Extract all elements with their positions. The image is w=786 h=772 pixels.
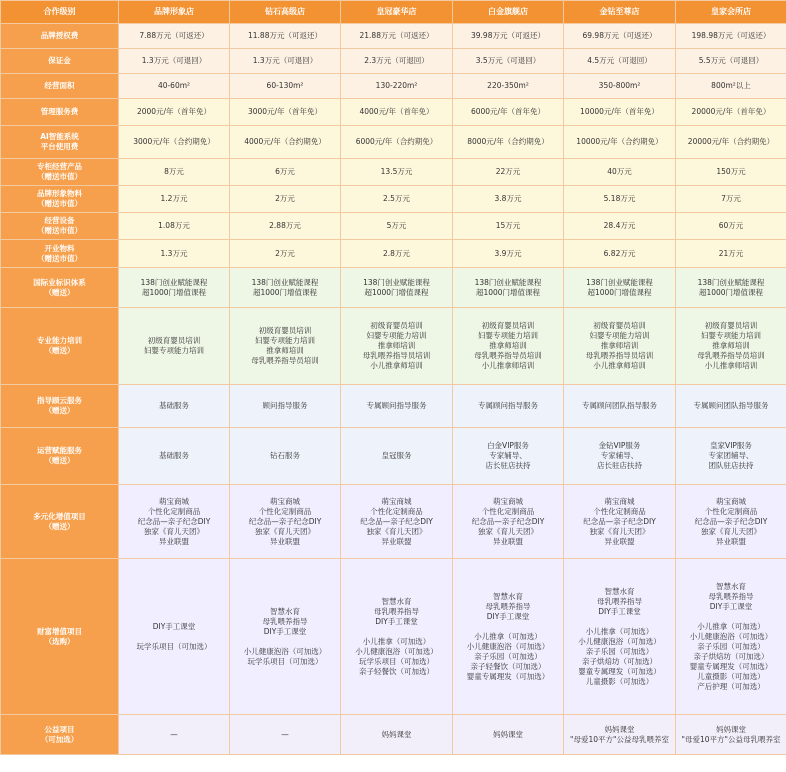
table-row <box>1 213 786 240</box>
table-cell: 萌宝商城 个性化定制商品 纪念品—亲子纪念DIY 独家《育儿天团》 异业联盟 <box>119 485 230 559</box>
table-cell: 138门创业赋能课程 超1000门增值课程 <box>453 268 564 308</box>
table-cell: 21.88万元（可返还） <box>341 24 453 49</box>
table-cell: 60万元 <box>676 213 786 240</box>
table-cell: 2.88万元 <box>230 213 341 240</box>
table-cell: 28.4万元 <box>564 213 676 240</box>
table-body <box>1 24 786 755</box>
row-label: 多元化增值项目 （赠送） <box>1 485 119 559</box>
table-cell: 22万元 <box>453 159 564 186</box>
table-cell: 5.5万元（可退回） <box>676 49 786 74</box>
table-cell: 2.8万元 <box>341 240 453 268</box>
table-cell: — <box>119 715 230 755</box>
table-cell: 专属顾问团队指导服务 <box>564 385 676 428</box>
table-cell: 20000元/年（首年免） <box>676 99 786 126</box>
table-cell: 初级育婴员培训 妇婴专项能力培训 推拿师培训 母乳喂养指导员培训 <box>230 308 341 385</box>
table-cell: 智慧水育 母乳喂养指导 DIY手工课堂 小儿推拿（可加选） 小儿健康泡浴（可加选） 亲子乐园（可加选） 亲子烘焙坊（可加选） 婴童专属理发（可加选） 儿童摄影（可加选） 产后护理（可加选） <box>676 559 786 715</box>
table-cell: DIY手工课堂 玩学乐项目（可加选） <box>119 559 230 715</box>
table-cell: 1.3万元 <box>119 240 230 268</box>
table-cell: 3000元/年（首年免） <box>230 99 341 126</box>
table-cell: 69.98万元（可返还） <box>564 24 676 49</box>
table-cell: 基础服务 <box>119 385 230 428</box>
row-label: 国际业标识体系 （赠送） <box>1 268 119 308</box>
row-label: 品牌授权费 <box>1 24 119 49</box>
table-cell: 6000元/年（首年免） <box>453 99 564 126</box>
table-row <box>1 74 786 99</box>
table-cell: 基础服务 <box>119 428 230 485</box>
table-row <box>1 385 786 428</box>
table-cell: 4000元/年（首年免） <box>341 99 453 126</box>
table-cell: 3.9万元 <box>453 240 564 268</box>
table-row <box>1 428 786 485</box>
table-cell: 138门创业赋能课程 超1000门增值课程 <box>564 268 676 308</box>
table-cell: 妈妈课堂 "母爱10平方"公益母乳喂养室 <box>676 715 786 755</box>
table-cell: 2万元 <box>230 186 341 213</box>
table-cell: 1.2万元 <box>119 186 230 213</box>
row-label: 指导顾云服务 （赠送） <box>1 385 119 428</box>
table-cell: 138门创业赋能课程 超1000门增值课程 <box>119 268 230 308</box>
table-cell: 萌宝商城 个性化定制商品 纪念品—亲子纪念DIY 独家《育儿天团》 异业联盟 <box>564 485 676 559</box>
header-cell-tier-6: 皇家会所店 <box>676 1 786 24</box>
table-cell: 8万元 <box>119 159 230 186</box>
table-cell: 40万元 <box>564 159 676 186</box>
table-cell: 顾问指导服务 <box>230 385 341 428</box>
table-row <box>1 485 786 559</box>
table-cell: 1.3万元（可退回） <box>230 49 341 74</box>
table-cell: 白金VIP服务 专家辅导、 店长驻店扶持 <box>453 428 564 485</box>
header-cell-tier-5: 金钻至尊店 <box>564 1 676 24</box>
table-cell: 5.18万元 <box>564 186 676 213</box>
table-cell: 初级育婴员培训 妇婴专项能力培训 推拿师培训 母乳喂养指导员培训 小儿推拿师培训 <box>453 308 564 385</box>
row-label: 运营赋能服务 （赠送） <box>1 428 119 485</box>
table-cell: 8000元/年（合约期免） <box>453 126 564 159</box>
table-row <box>1 126 786 159</box>
table-cell: 4.5万元（可退回） <box>564 49 676 74</box>
table-cell: 60-130m² <box>230 74 341 99</box>
table-cell: 智慧水育 母乳喂养指导 DIY手工课堂 小儿推拿（可加选） 小儿健康泡浴（可加选） 亲子乐园（可加选） 亲子烘焙坊（可加选） 婴童专属理发（可加选） 儿童摄影（可加选） <box>564 559 676 715</box>
table-cell: 2.5万元 <box>341 186 453 213</box>
row-label: 专柜经营产品 （赠送市值） <box>1 159 119 186</box>
table-row <box>1 240 786 268</box>
table-cell: 4000元/年（合约期免） <box>230 126 341 159</box>
table-cell: 智慧水育 母乳喂养指导 DIY手工课堂 小儿健康泡浴（可加选） 玩学乐项目（可加选） <box>230 559 341 715</box>
table-cell: 6万元 <box>230 159 341 186</box>
table-cell: 138门创业赋能课程 超1000门增值课程 <box>341 268 453 308</box>
table-cell: 138门创业赋能课程 超1000门增值课程 <box>676 268 786 308</box>
row-label: 经营面积 <box>1 74 119 99</box>
row-label: 公益项目 （可加选） <box>1 715 119 755</box>
table-cell: 5万元 <box>341 213 453 240</box>
table-cell: 138门创业赋能课程 超1000门增值课程 <box>230 268 341 308</box>
table-row <box>1 268 786 308</box>
table-cell: 11.88万元（可返还） <box>230 24 341 49</box>
table-cell: 7万元 <box>676 186 786 213</box>
table-row <box>1 715 786 755</box>
header-cell-tier-1: 品牌形象店 <box>119 1 230 24</box>
table-cell: 专属顾问团队指导服务 <box>676 385 786 428</box>
table-row <box>1 159 786 186</box>
table-cell: 钻石服务 <box>230 428 341 485</box>
table-row <box>1 24 786 49</box>
table-cell: 40-60m² <box>119 74 230 99</box>
table-row <box>1 49 786 74</box>
table-cell: 2万元 <box>230 240 341 268</box>
table-cell: 15万元 <box>453 213 564 240</box>
table-cell: — <box>230 715 341 755</box>
table-cell: 专属顾问指导服务 <box>453 385 564 428</box>
row-label: 开业物料 （赠送市值） <box>1 240 119 268</box>
table-cell: 妈妈课堂 "母爱10平方"公益母乳喂养室 <box>564 715 676 755</box>
table-cell: 3.5万元（可退回） <box>453 49 564 74</box>
row-label: 财富增值项目 （选购） <box>1 559 119 715</box>
row-label: 品牌形象物料 （赠送市值） <box>1 186 119 213</box>
table-cell: 220-350m² <box>453 74 564 99</box>
table-cell: 150万元 <box>676 159 786 186</box>
table-row <box>1 99 786 126</box>
row-label: 保证金 <box>1 49 119 74</box>
table-cell: 2.3万元（可退回） <box>341 49 453 74</box>
table-cell: 13.5万元 <box>341 159 453 186</box>
table-cell: 198.98万元（可返还） <box>676 24 786 49</box>
header-cell-tier-4: 白金旗舰店 <box>453 1 564 24</box>
table-cell: 金钻VIP服务 专家辅导、 店长驻店扶持 <box>564 428 676 485</box>
table-cell: 2000元/年（首年免） <box>119 99 230 126</box>
table-cell: 萌宝商城 个性化定制商品 纪念品—亲子纪念DIY 独家《育儿天团》 异业联盟 <box>341 485 453 559</box>
row-label: 专业能力培训 （赠送） <box>1 308 119 385</box>
table-cell: 初级育婴员培训 妇婴专项能力培训 推拿师培训 母乳喂养指导员培训 小儿推拿师培训 <box>341 308 453 385</box>
row-label: AI智能系统 平台使用费 <box>1 126 119 159</box>
table-cell: 初级育婴员培训 妇婴专项能力培训 推拿师培训 母乳喂养指导员培训 小儿推拿师培训 <box>564 308 676 385</box>
table-cell: 1.08万元 <box>119 213 230 240</box>
table-row <box>1 308 786 385</box>
table-cell: 专属顾问指导服务 <box>341 385 453 428</box>
table-cell: 6000元/年（合约期免） <box>341 126 453 159</box>
table-cell: 智慧水育 母乳喂养指导 DIY手工课堂 小儿推拿（可加选） 小儿健康泡浴（可加选） 亲子乐园（可加选） 亲子轻餐饮（可加选） 婴童专属理发（可加选） <box>453 559 564 715</box>
table-cell: 初级育婴员培训 妇婴专项能力培训 推拿师培训 母乳喂养指导员培训 小儿推拿师培训 <box>676 308 786 385</box>
header-row <box>1 1 786 24</box>
table-cell: 1.3万元（可退回） <box>119 49 230 74</box>
table-cell: 萌宝商城 个性化定制商品 纪念品—亲子纪念DIY 独家《育儿天团》 异业联盟 <box>453 485 564 559</box>
table-cell: 20000元/年（合约期免） <box>676 126 786 159</box>
row-label: 经营设备 （赠送市值） <box>1 213 119 240</box>
table-row <box>1 559 786 715</box>
table-cell: 21万元 <box>676 240 786 268</box>
table-cell: 10000元/年（首年免） <box>564 99 676 126</box>
header-cell-level: 合作级别 <box>1 1 119 24</box>
table-cell: 350-800m² <box>564 74 676 99</box>
table-cell: 萌宝商城 个性化定制商品 纪念品—亲子纪念DIY 独家《育儿天团》 异业联盟 <box>676 485 786 559</box>
table-cell: 39.98万元（可返还） <box>453 24 564 49</box>
table-cell: 6.82万元 <box>564 240 676 268</box>
table-cell: 10000元/年（合约期免） <box>564 126 676 159</box>
table-cell: 智慧水育 母乳喂养指导 DIY手工课堂 小儿推拿（可加选） 小儿健康泡浴（可加选） 玩学乐项目（可加选） 亲子轻餐饮（可加选） <box>341 559 453 715</box>
table-cell: 妈妈课堂 <box>341 715 453 755</box>
table-cell: 妈妈课堂 <box>453 715 564 755</box>
row-label: 管理服务费 <box>1 99 119 126</box>
table-cell: 800m²以上 <box>676 74 786 99</box>
table-row <box>1 186 786 213</box>
header-cell-tier-3: 皇冠豪华店 <box>341 1 453 24</box>
table-cell: 皇家VIP服务 专家团辅导、 团队驻店扶持 <box>676 428 786 485</box>
table-cell: 130-220m² <box>341 74 453 99</box>
header-cell-tier-2: 钻石高级店 <box>230 1 341 24</box>
table-cell: 3.8万元 <box>453 186 564 213</box>
table-cell: 萌宝商城 个性化定制商品 纪念品—亲子纪念DIY 独家《育儿天团》 异业联盟 <box>230 485 341 559</box>
table-cell: 3000元/年（合约期免） <box>119 126 230 159</box>
table-cell: 初级育婴员培训 妇婴专项能力培训 <box>119 308 230 385</box>
table-cell: 皇冠服务 <box>341 428 453 485</box>
table-cell: 7.88万元（可返还） <box>119 24 230 49</box>
